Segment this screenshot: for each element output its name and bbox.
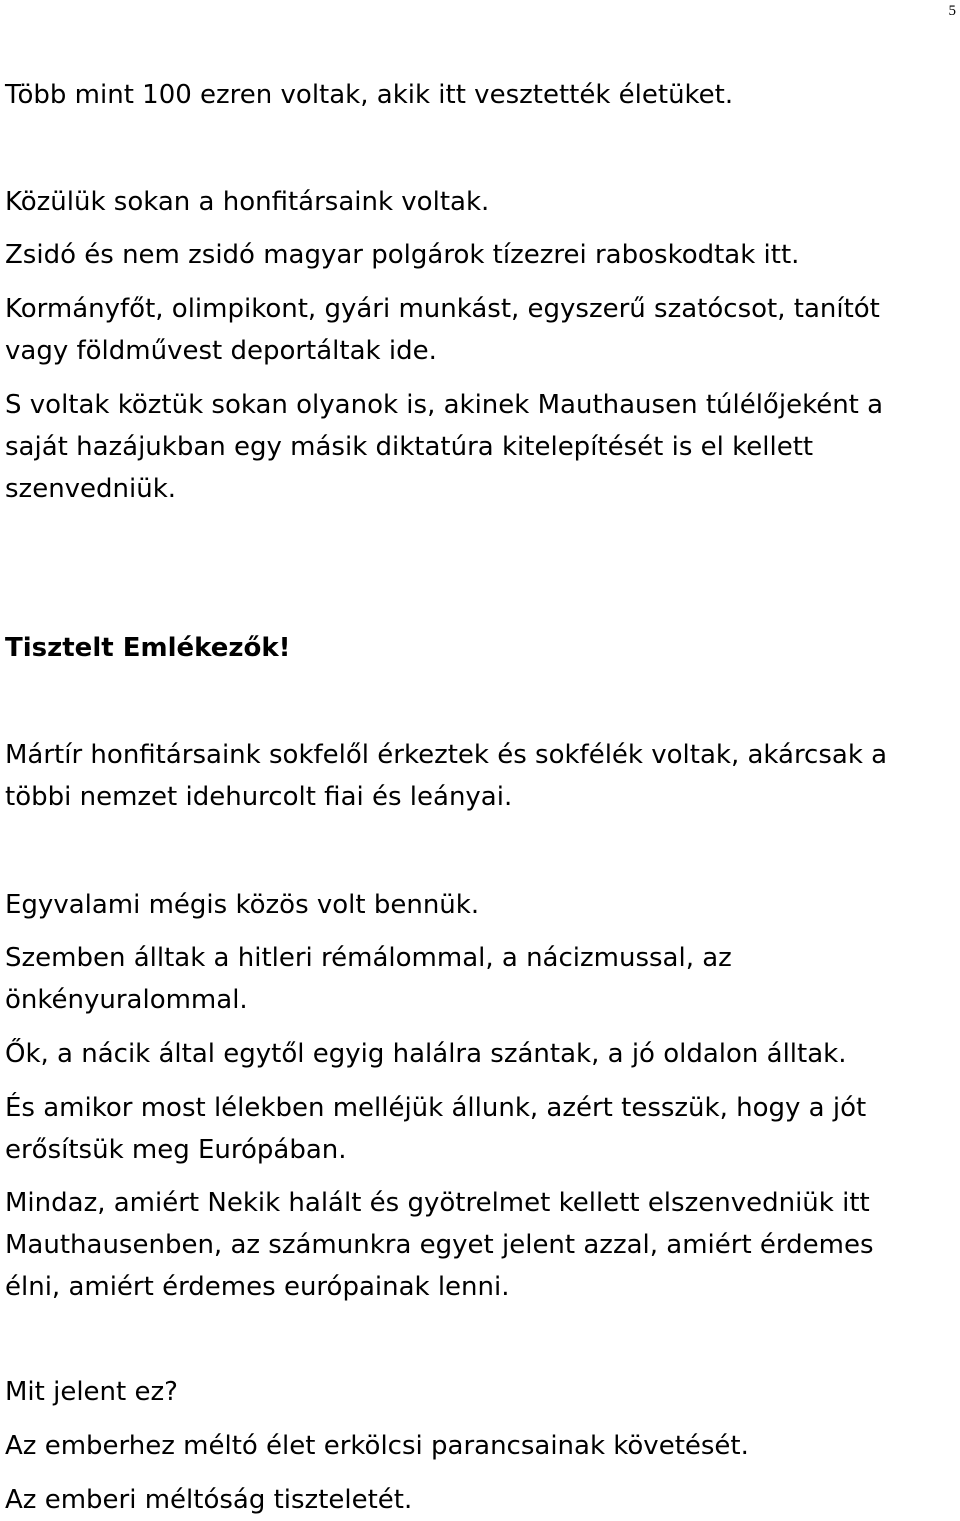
paragraph	[5, 74, 733, 116]
text-line: Ők, a nácik által egytől egyig halálra szántak, a jó oldalon álltak.	[5, 1039, 847, 1069]
text-line: És amikor most lélekben melléjük állunk, azért tesszük, hogy a jót	[5, 1093, 867, 1123]
text-line: Szemben álltak a hitleri rémálommal, a nácizmussal, az	[5, 943, 732, 973]
text-line: szenvedniük.	[5, 474, 177, 504]
paragraph	[5, 1425, 749, 1467]
text-line: többi nemzet idehurcolt fiai és leányai.	[5, 782, 513, 812]
text-line: Az emberi méltóság tiszteletét.	[5, 1485, 413, 1515]
text-line: Több mint 100 ezren voltak, akik itt vesztették életüket.	[5, 80, 734, 110]
text-line: Mártír honfitársaink sokfelől érkeztek és sokfélék voltak, akárcsak a	[5, 740, 888, 770]
paragraph	[5, 734, 887, 818]
text-line: vagy földművest deportáltak ide.	[5, 336, 437, 366]
heading-line: Tisztelt Emlékezők!	[5, 633, 291, 663]
text-line: saját hazájukban egy másik diktatúra kitelepítését is el kellett	[5, 432, 814, 462]
text-line: Közülük sokan a honfitársaink voltak.	[5, 187, 490, 217]
text-line: Kormányfőt, olimpikont, gyári munkást, egyszerű szatócsot, tanítót	[5, 294, 880, 324]
page-number: 5	[948, 3, 956, 19]
text-line: Egyvalami mégis közös volt bennük.	[5, 890, 480, 920]
text-line: Zsidó és nem zsidó magyar polgárok tízezrei raboskodtak itt.	[5, 240, 800, 270]
paragraph	[5, 288, 880, 372]
paragraph	[5, 384, 883, 510]
paragraph	[5, 234, 799, 276]
paragraph	[5, 1033, 846, 1075]
text-line: Mit jelent ez?	[5, 1377, 178, 1407]
text-line: önkényuralommal.	[5, 985, 248, 1015]
paragraph	[5, 1087, 866, 1171]
text-line: S voltak köztük sokan olyanok is, akinek Mauthausen túlélőjeként a	[5, 390, 884, 420]
text-line: Mindaz, amiért Nekik halált és gyötrelmet kellett elszenvedniük itt	[5, 1188, 870, 1218]
text-line: erősítsük meg Európában.	[5, 1135, 347, 1165]
paragraph	[5, 937, 732, 1021]
paragraph	[5, 884, 479, 926]
paragraph	[5, 1371, 178, 1413]
paragraph	[5, 181, 489, 223]
section-heading	[5, 627, 290, 669]
text-line: Mauthausenben, az számunkra egyet jelent azzal, amiért érdemes	[5, 1230, 874, 1260]
paragraph	[5, 1479, 412, 1521]
paragraph	[5, 1182, 874, 1308]
text-line: Az emberhez méltó élet erkölcsi parancsainak követését.	[5, 1431, 749, 1461]
text-line: élni, amiért érdemes európainak lenni.	[5, 1272, 510, 1302]
